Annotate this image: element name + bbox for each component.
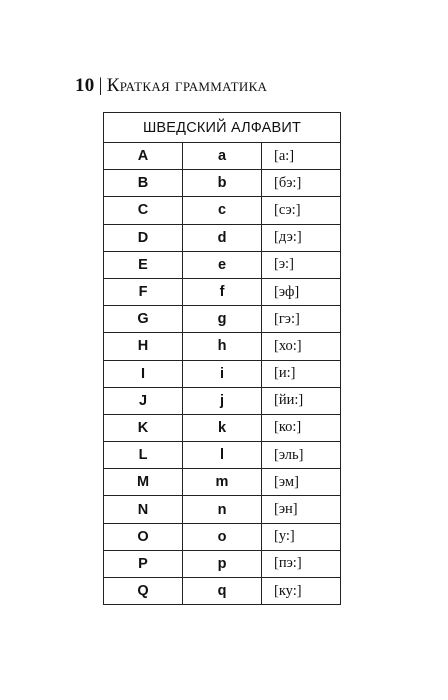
running-header (75, 75, 267, 97)
pronunciation: [ку:] (262, 578, 341, 605)
table-row (104, 550, 341, 577)
table-row (104, 523, 341, 550)
table-row (104, 387, 341, 414)
table-row (104, 251, 341, 278)
pronunciation: [э:] (262, 251, 341, 278)
pronunciation: [гэ:] (262, 306, 341, 333)
table-row (104, 278, 341, 305)
lowercase-letter: l (183, 442, 262, 469)
lowercase-letter: p (183, 550, 262, 577)
pronunciation: [пэ:] (262, 550, 341, 577)
table-row (104, 496, 341, 523)
uppercase-letter: H (104, 333, 183, 360)
table-row (104, 333, 341, 360)
lowercase-letter: g (183, 306, 262, 333)
table-row (104, 442, 341, 469)
uppercase-letter: A (104, 143, 183, 170)
uppercase-letter: J (104, 387, 183, 414)
pronunciation: [хо:] (262, 333, 341, 360)
lowercase-letter: h (183, 333, 262, 360)
table-row (104, 306, 341, 333)
uppercase-letter: K (104, 414, 183, 441)
uppercase-letter: M (104, 469, 183, 496)
table-row (104, 170, 341, 197)
pronunciation: [а:] (262, 143, 341, 170)
lowercase-letter: m (183, 469, 262, 496)
pronunciation: [бэ:] (262, 170, 341, 197)
pronunciation: [у:] (262, 523, 341, 550)
header-separator: | (98, 75, 103, 96)
section-title: Краткая грамматика (106, 75, 268, 96)
table-title: ШВЕДСКИЙ АЛФАВИТ (104, 113, 341, 143)
pronunciation: [йи:] (262, 387, 341, 414)
page-number: 10 (75, 75, 95, 96)
lowercase-letter: a (183, 143, 262, 170)
lowercase-letter: n (183, 496, 262, 523)
uppercase-letter: Q (104, 578, 183, 605)
lowercase-letter: i (183, 360, 262, 387)
pronunciation: [эн] (262, 496, 341, 523)
pronunciation: [эль] (262, 442, 341, 469)
pronunciation: [сэ:] (262, 197, 341, 224)
table-row (104, 224, 341, 251)
pronunciation: [эф] (262, 278, 341, 305)
uppercase-letter: I (104, 360, 183, 387)
uppercase-letter: D (104, 224, 183, 251)
lowercase-letter: b (183, 170, 262, 197)
lowercase-letter: j (183, 387, 262, 414)
pronunciation: [эм] (262, 469, 341, 496)
uppercase-letter: O (104, 523, 183, 550)
lowercase-letter: q (183, 578, 262, 605)
table-row (104, 197, 341, 224)
swedish-alphabet-table (103, 112, 341, 605)
lowercase-letter: e (183, 251, 262, 278)
pronunciation: [дэ:] (262, 224, 341, 251)
uppercase-letter: B (104, 170, 183, 197)
uppercase-letter: E (104, 251, 183, 278)
pronunciation: [и:] (262, 360, 341, 387)
uppercase-letter: N (104, 496, 183, 523)
uppercase-letter: G (104, 306, 183, 333)
uppercase-letter: C (104, 197, 183, 224)
table-row (104, 143, 341, 170)
table-row (104, 469, 341, 496)
pronunciation: [ко:] (262, 414, 341, 441)
lowercase-letter: k (183, 414, 262, 441)
table-row (104, 578, 341, 605)
lowercase-letter: f (183, 278, 262, 305)
uppercase-letter: L (104, 442, 183, 469)
lowercase-letter: d (183, 224, 262, 251)
lowercase-letter: c (183, 197, 262, 224)
table-row (104, 360, 341, 387)
uppercase-letter: P (104, 550, 183, 577)
table-body (104, 143, 341, 605)
lowercase-letter: o (183, 523, 262, 550)
uppercase-letter: F (104, 278, 183, 305)
table-row (104, 414, 341, 441)
